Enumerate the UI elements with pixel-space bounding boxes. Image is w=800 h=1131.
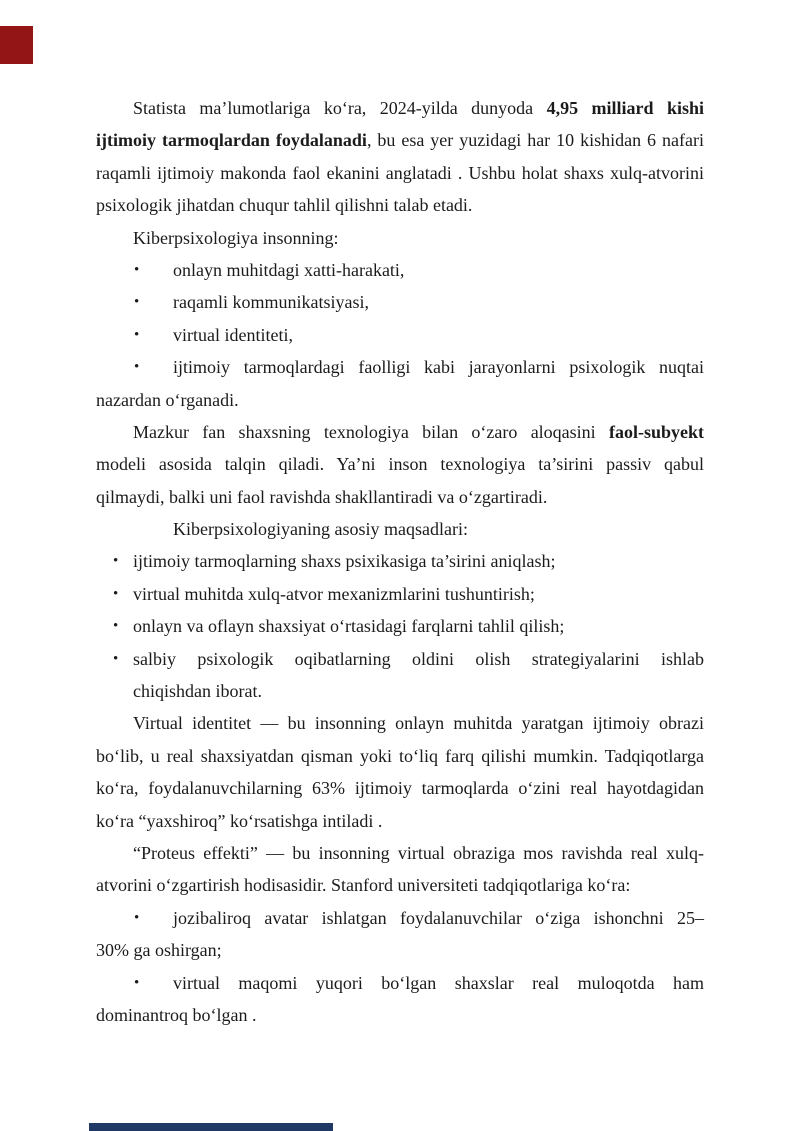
text-line [96,513,704,545]
text-line [96,934,704,966]
text-segment: virtual maqomi yuqori bo‘lgan shaxslar real muloqotda ham [173,972,704,993]
red-corner-mark [0,26,33,64]
bullet-icon: • [134,294,140,311]
text-line [96,837,704,869]
bullet-line [96,545,704,577]
bold-text-segment: ijtimoiy tarmoqlardan foydalanadi [96,130,367,151]
text-segment: onlayn muhitdagi xatti-harakati, [173,259,405,280]
text-segment: atvorini o‘zgartirish hodisasidir. Stanford universiteti tadqiqotlariga ko‘ra: [96,875,631,896]
text-segment: ko‘ra “yaxshiroq” ko‘rsatishga intiladi . [96,810,383,831]
navy-footer-bar [89,1123,333,1131]
text-line [96,222,704,254]
text-segment: ijtimoiy tarmoqlarning shaxs psixikasiga ta’sirini aniqlash; [133,551,556,572]
text-segment: modeli asosida talqin qiladi. Ya’ni inson texnologiya ta’sirini passiv qabul [96,454,704,475]
bullet-line [96,351,704,383]
text-segment: psixologik jihatdan chuqur tahlil qilishni talab etadi. [96,195,473,216]
text-segment: raqamli ijtimoiy makonda faol ekanini anglatadi . Ushbu holat shaxs xulq-atvorini [96,162,704,183]
bullet-icon: • [113,585,119,602]
text-segment: Kiberpsixologiyaning asosiy maqsadlari: [173,519,468,540]
bullet-icon: • [134,326,140,343]
text-segment: Virtual identitet — bu insonning onlayn muhitda yaratgan ijtimoiy obrazi [133,713,704,734]
text-line [96,740,704,772]
text-line [96,384,704,416]
text-segment: onlayn va oflayn shaxsiyat o‘rtasidagi farqlarni tahlil qilish; [133,616,565,637]
text-line [96,869,704,901]
bullet-line [96,902,704,934]
text-segment: Statista ma’lumotlariga ko‘ra, 2024-yilda dunyoda [133,98,547,118]
text-segment: salbiy psixologik oqibatlarning oldini olish strategiyalarini ishlab [133,648,704,669]
text-segment: , bu esa yer yuzidagi har 10 kishidan 6 nafari [366,130,704,151]
text-segment: nazardan o‘rganadi. [96,389,239,410]
text-segment: ijtimoiy tarmoqlardagi faolligi kabi jarayonlarni psixologik nuqtai [173,357,704,378]
text-line [96,124,704,156]
bullet-icon: • [113,618,119,635]
bullet-icon: • [134,909,140,926]
text-line [96,157,704,189]
bold-text-segment: 4,95 milliard kishi [546,98,704,118]
text-line [96,416,704,448]
text-segment: virtual muhitda xulq-atvor mexanizmlarini tushuntirish; [133,583,535,604]
text-segment: jozibaliroq avatar ishlatgan foydalanuvchilar o‘ziga ishonchni 25– [173,907,704,928]
text-line [96,707,704,739]
bullet-line [96,967,704,999]
bullet-line [96,286,704,318]
bullet-icon: • [113,650,119,667]
text-segment: 30% ga oshirgan; [96,940,222,961]
text-line [96,92,704,124]
text-line [96,805,704,837]
text-line [96,675,704,707]
text-segment: Mazkur fan shaxsning texnologiya bilan o‘zaro aloqasini [133,421,609,442]
bullet-line [96,578,704,610]
bullet-line [96,643,704,675]
text-segment: “Proteus effekti” — bu insonning virtual obraziga mos ravishda real xulq- [133,842,704,863]
bullet-line [96,319,704,351]
text-segment: Kiberpsixologiya insonning: [133,227,339,248]
bullet-icon: • [113,553,119,570]
text-line [96,481,704,513]
bullet-icon: • [134,359,140,376]
text-line [96,999,704,1031]
text-segment: chiqishdan iborat. [133,681,262,702]
text-line [96,448,704,480]
bullet-icon: • [134,261,140,278]
text-line [96,772,704,804]
document-body [96,92,704,1031]
text-segment: virtual identiteti, [173,324,293,345]
text-segment: bo‘lib, u real shaxsiyatdan qisman yoki to‘liq farq qilishi mumkin. Tadqiqotlarga [96,745,704,766]
bullet-line [96,254,704,286]
bold-text-segment: faol-subyekt [608,421,704,442]
text-segment: raqamli kommunikatsiyasi, [173,292,369,313]
bullet-icon: • [134,974,140,991]
bullet-line [96,610,704,642]
text-segment: qilmaydi, balki uni faol ravishda shakllantiradi va o‘zgartiradi. [96,486,548,507]
text-segment: ko‘ra, foydalanuvchilarning 63% ijtimoiy tarmoqlarda o‘zini real hayotdagidan [96,778,704,799]
text-line [96,189,704,221]
text-segment: dominantroq bo‘lgan . [96,1004,257,1025]
